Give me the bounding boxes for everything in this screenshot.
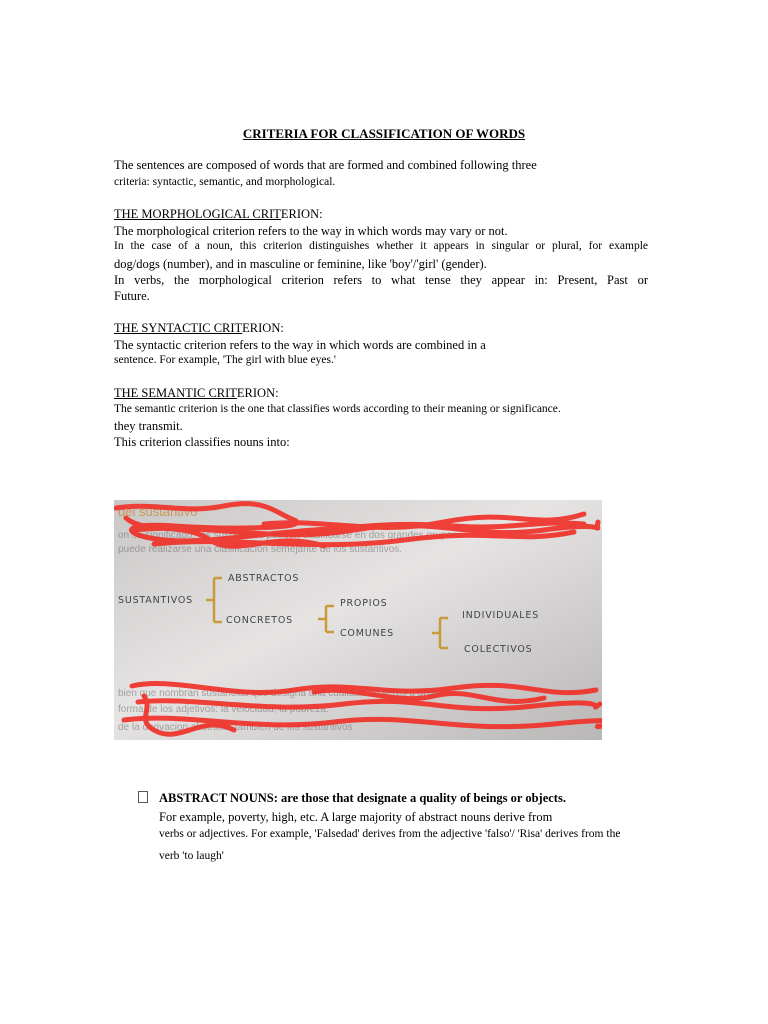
syntactic-line-1: The syntactic criterion refers to the way in which words are combined in a — [114, 338, 486, 352]
morphological-heading-rest: ERION: — [280, 207, 323, 221]
document-title: CRITERIA FOR CLASSIFICATION OF WORDS — [242, 126, 526, 141]
semantic-heading-rest: ERION: — [236, 386, 279, 400]
semantic-line-2: they transmit. — [114, 419, 183, 433]
abstract-nouns-line-1: For example, poverty, high, etc. A large majority of abstract nouns derive from — [159, 810, 553, 824]
svg-text:on su significado, los sustant: on su significado, los sustantivos pueden clasificarse en dos grandes grupos — [118, 530, 458, 541]
semantic-line-1: The semantic criterion is the one that classifies words according to their meaning or significance. — [114, 403, 561, 415]
node-colectivos: COLECTIVOS — [464, 644, 533, 655]
morphological-line-4: In verbs, the morphological criterion refers to what tense they appear in: Present, Past or — [114, 273, 648, 287]
morphological-line-1: The morphological criterion refers to the way in which words may vary or not. — [114, 224, 508, 238]
morphological-line-5: Future. — [114, 289, 150, 303]
bullet-box-icon — [138, 791, 148, 803]
abstract-nouns-line-3: verb 'to laugh' — [159, 850, 224, 862]
node-propios: PROPIOS — [340, 598, 388, 609]
morphological-heading — [114, 207, 648, 222]
node-individuales: INDIVIDUALES — [462, 610, 540, 621]
svg-text:bien que nombran sustancias qu: bien que nombran sustancias que designa una cualidad de seres u objetos — [118, 688, 450, 699]
node-abstractos: ABSTRACTOS — [228, 573, 300, 584]
semantic-heading — [114, 386, 648, 401]
svg-text:de la derivacion abstracta tam: de la derivacion abstracta tambien de los sustantivos — [118, 722, 353, 733]
intro-line-2: criteria: syntactic, semantic, and morphological. — [114, 176, 336, 188]
svg-text:forma de los adjetivos: la vel: forma de los adjetivos: la velocidad, la pobreza. — [118, 704, 329, 715]
intro-line-1: The sentences are composed of words that are formed and combined following three — [114, 158, 537, 172]
semantic-heading-underlined: THE SEMANTIC CRIT — [114, 386, 237, 400]
svg-text:puede realizarse una clasifica: puede realizarse una clasificación semejante de los sustantivos. — [118, 544, 403, 555]
morphological-heading-underlined: THE MORPHOLOGICAL CRIT — [114, 207, 281, 221]
photo-svg — [114, 500, 602, 740]
morphological-line-3: dog/dogs (number), and in masculine or feminine, like 'boy'/'girl' (gender). — [114, 257, 487, 271]
noun-classification-photo — [114, 500, 602, 740]
syntactic-heading — [114, 321, 648, 336]
abstract-nouns-line-2: verbs or adjectives. For example, 'Falsedad' derives from the adjective 'falso'/ 'Risa' derives from the — [159, 828, 621, 840]
semantic-line-3: This criterion classifies nouns into: — [114, 435, 290, 449]
abstract-nouns-heading: ABSTRACT NOUNS: are those that designate a quality of beings or objects. — [159, 791, 566, 805]
syntactic-heading-rest: ERION: — [242, 321, 284, 335]
morphological-line-2: In the case of a noun, this criterion distinguishes whether it appears in singular or plural, for example — [114, 240, 648, 252]
node-comunes: COMUNES — [340, 628, 394, 639]
photo-header-text: del sustantivo — [118, 504, 198, 519]
syntactic-heading-underlined: THE SYNTACTIC CRIT — [114, 321, 243, 335]
node-sustantivos: SUSTANTIVOS — [118, 595, 193, 606]
syntactic-line-2: sentence. For example, 'The girl with blue eyes.' — [114, 354, 336, 366]
node-concretos: CONCRETOS — [226, 615, 293, 626]
